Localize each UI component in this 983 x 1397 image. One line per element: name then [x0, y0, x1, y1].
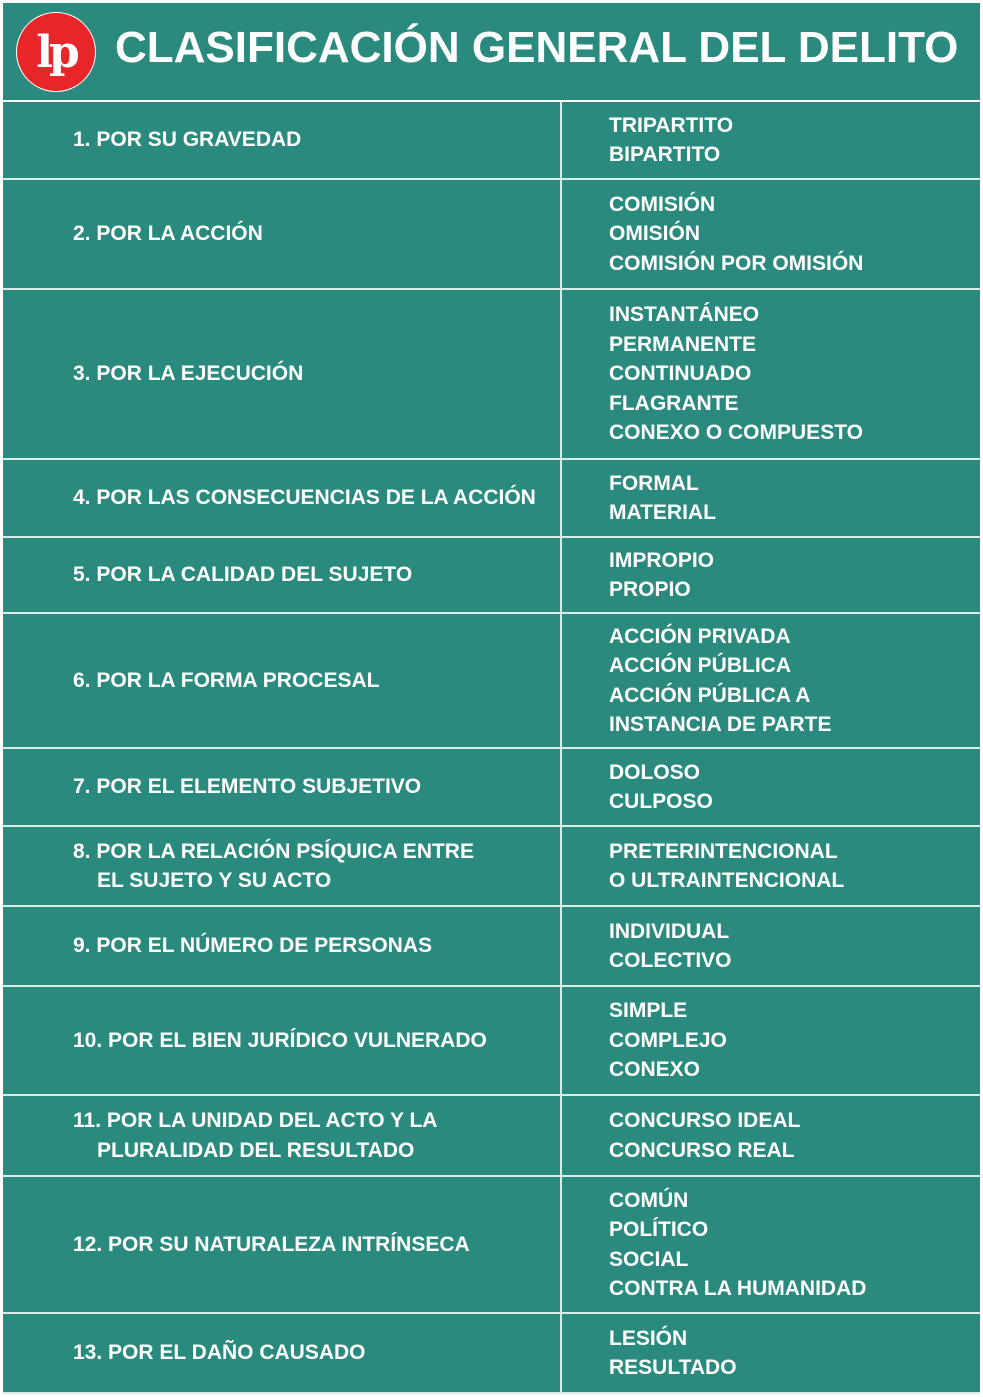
- criterion-text: 13. POR EL DAÑO CAUSADO: [73, 1341, 366, 1365]
- criterion-text: 5. POR LA CALIDAD DEL SUJETO: [73, 563, 413, 587]
- criterion-text: 10. POR EL BIEN JURÍDICO VULNERADO: [73, 1028, 487, 1052]
- criterion-cell: [3, 290, 562, 458]
- criterion-text: 8. POR LA RELACIÓN PSÍQUICA ENTRE: [73, 839, 474, 863]
- criterion-cell: [3, 827, 562, 905]
- table-row: [3, 614, 980, 749]
- criterion-cell: [3, 614, 562, 747]
- type-item: ACCIÓN PÚBLICA A: [609, 683, 811, 707]
- lp-logo: lp: [16, 12, 96, 92]
- types-cell: [562, 614, 980, 747]
- type-item: ACCIÓN PÚBLICA: [609, 654, 791, 677]
- type-item: LESIÓN: [609, 1326, 688, 1350]
- type-item: INSTANTÁNEO: [609, 303, 760, 327]
- type-item: FORMAL: [609, 471, 699, 495]
- table-row: [3, 460, 980, 538]
- criterion-cell: [3, 180, 562, 288]
- type-item: FLAGRANTE: [609, 391, 739, 415]
- types-cell: [562, 907, 980, 985]
- type-item: IMPROPIO: [609, 548, 715, 572]
- table-row: [3, 827, 980, 907]
- criterion-cell: [3, 987, 562, 1094]
- type-item: CONCURSO REAL: [609, 1138, 795, 1162]
- type-item: COMPLEJO: [609, 1028, 727, 1052]
- type-item: MATERIAL: [609, 501, 716, 524]
- criterion-cell: [3, 907, 562, 985]
- table-row: [3, 749, 980, 827]
- type-item: CONEXO O COMPUESTO: [609, 421, 863, 445]
- criterion-text: 2. POR LA ACCIÓN: [73, 222, 263, 246]
- types-cell: [562, 180, 980, 288]
- criterion-cell: [3, 1096, 562, 1175]
- table-row: [3, 102, 980, 180]
- criterion-cell: [3, 1177, 562, 1312]
- type-item: SOCIAL: [609, 1247, 689, 1271]
- table-row: [3, 538, 980, 614]
- type-item: COMÚN: [609, 1188, 689, 1212]
- table-row: [3, 1096, 980, 1177]
- type-item: BIPARTITO: [609, 143, 721, 166]
- table-body: [3, 102, 980, 1394]
- table-row: [3, 290, 980, 460]
- header: [3, 3, 980, 102]
- table-row: [3, 987, 980, 1096]
- types-cell: [562, 460, 980, 536]
- criterion-text: 11. POR LA UNIDAD DEL ACTO Y LA: [73, 1109, 438, 1132]
- type-item: CONEXO: [609, 1058, 701, 1082]
- types-cell: [562, 290, 980, 458]
- page-title: CLASIFICACIÓN GENERAL DEL DELITO: [115, 23, 959, 72]
- types-cell: [562, 1096, 980, 1175]
- type-item: POLÍTICO: [609, 1218, 709, 1241]
- table-row: [3, 907, 980, 987]
- types-cell: [562, 827, 980, 905]
- criterion-text: 7. POR EL ELEMENTO SUBJETIVO: [73, 775, 422, 799]
- type-item: INSTANCIA DE PARTE: [609, 713, 832, 736]
- type-item: O ULTRAINTENCIONAL: [609, 869, 845, 892]
- type-item: PROPIO: [609, 578, 691, 601]
- type-item: CONCURSO IDEAL: [609, 1109, 801, 1132]
- criterion-text: 3. POR LA EJECUCIÓN: [73, 362, 304, 386]
- type-item: CULPOSO: [609, 790, 713, 813]
- criterion-cell: [3, 460, 562, 536]
- table-row: [3, 1177, 980, 1314]
- type-item: COLECTIVO: [609, 949, 732, 972]
- type-item: PRETERINTENCIONAL: [609, 839, 838, 863]
- types-cell: [562, 987, 980, 1094]
- criterion-cell: [3, 749, 562, 825]
- types-cell: [562, 538, 980, 612]
- types-cell: [562, 749, 980, 825]
- type-item: SIMPLE: [609, 999, 688, 1023]
- criterion-cell: [3, 102, 562, 178]
- types-cell: [562, 102, 980, 178]
- type-item: INDIVIDUAL: [609, 919, 730, 943]
- type-item: DOLOSO: [609, 760, 701, 784]
- types-cell: [562, 1314, 980, 1392]
- types-cell: [562, 1177, 980, 1312]
- type-item: RESULTADO: [609, 1356, 737, 1379]
- criterion-cell: [3, 538, 562, 612]
- table-row: [3, 180, 980, 290]
- criterion-text: 6. POR LA FORMA PROCESAL: [73, 668, 380, 692]
- type-item: CONTRA LA HUMANIDAD: [609, 1277, 867, 1300]
- criterion-text: EL SUJETO Y SU ACTO: [97, 869, 332, 892]
- criterion-text: 1. POR SU GRAVEDAD: [73, 128, 302, 152]
- type-item: COMISIÓN: [609, 192, 716, 216]
- criterion-text: 9. POR EL NÚMERO DE PERSONAS: [73, 934, 433, 958]
- table-row: [3, 1314, 980, 1394]
- criterion-cell: [3, 1314, 562, 1392]
- type-item: OMISIÓN: [609, 222, 701, 246]
- type-item: CONTINUADO: [609, 362, 752, 386]
- type-item: ACCIÓN PRIVADA: [609, 624, 791, 648]
- type-item: TRIPARTITO: [609, 113, 734, 137]
- criterion-text: 4. POR LAS CONSECUENCIAS DE LA ACCIÓN: [73, 486, 536, 510]
- type-item: PERMANENTE: [609, 332, 757, 356]
- classification-table: [3, 3, 980, 1394]
- criterion-text: 12. POR SU NATURALEZA INTRÍNSECA: [73, 1232, 470, 1256]
- type-item: COMISIÓN POR OMISIÓN: [609, 251, 864, 275]
- criterion-text: PLURALIDAD DEL RESULTADO: [97, 1138, 415, 1162]
